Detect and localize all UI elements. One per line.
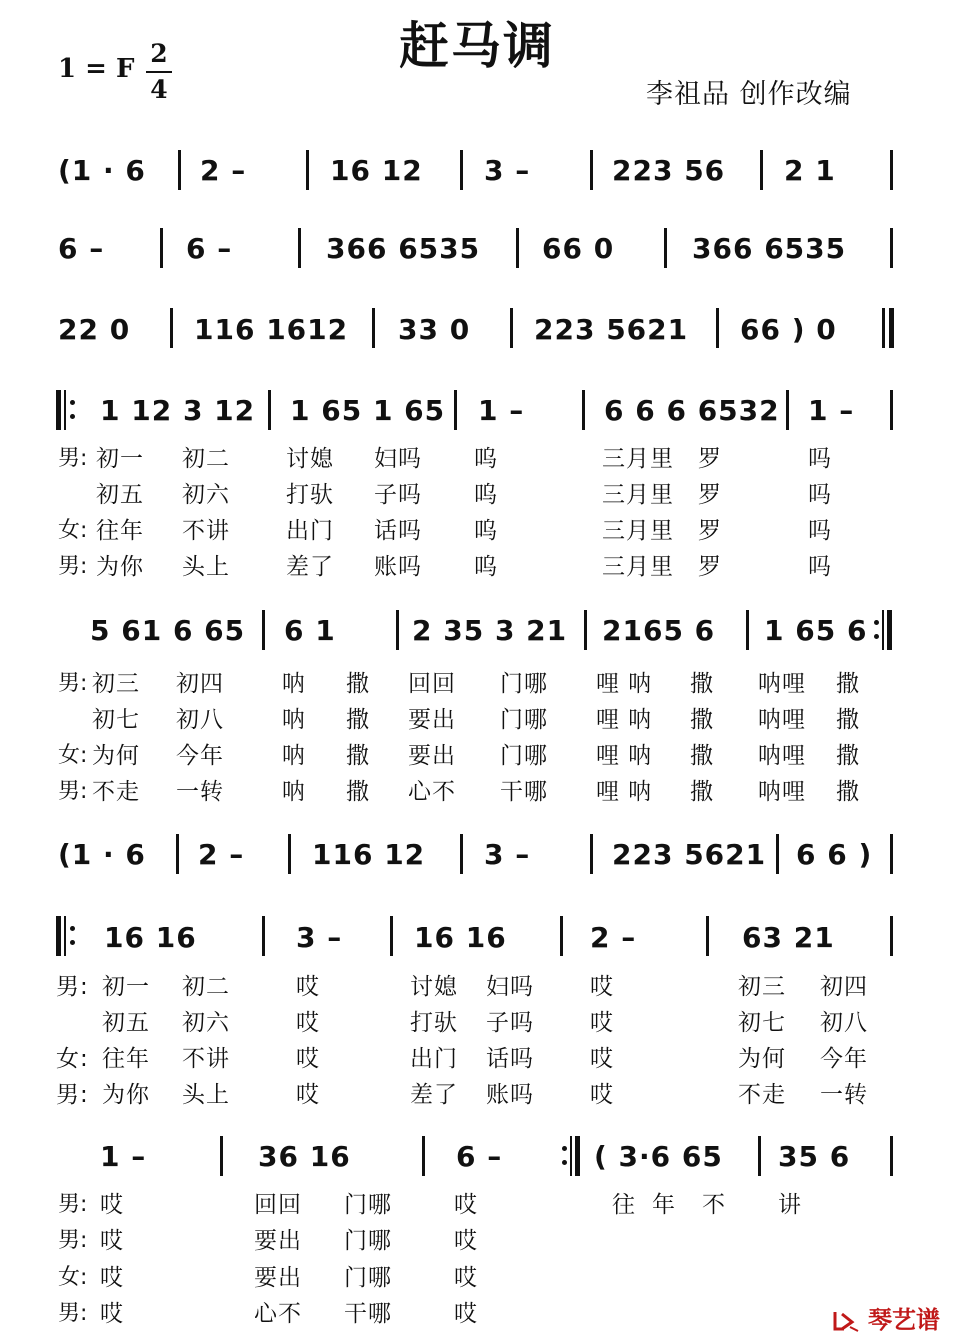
lyric: 妇吗	[374, 446, 422, 472]
lyric: 撒	[836, 671, 860, 697]
barline	[760, 150, 763, 190]
lyric: 撒	[836, 743, 860, 769]
lyric: 呐哩	[758, 743, 806, 769]
lyric: 子吗	[374, 482, 422, 508]
measure: 16 16	[104, 921, 197, 954]
lyric: 初一	[96, 446, 144, 472]
lyric: 子吗	[486, 1010, 534, 1036]
measure: 36 16	[258, 1140, 351, 1173]
lyric: 哩 呐	[596, 671, 653, 697]
lyric: 三月里	[602, 554, 674, 580]
lyric: 吗	[808, 482, 832, 508]
measure: (1 · 6	[58, 838, 146, 871]
singer-label: 男:	[58, 1192, 88, 1217]
repeat-dot	[70, 414, 75, 419]
lyric: 撒	[690, 779, 714, 805]
singer-label: 女:	[58, 1265, 88, 1290]
lyric: 初二	[182, 446, 230, 472]
barline	[664, 228, 667, 268]
lyric: 哎	[100, 1301, 124, 1327]
lyric: 初八	[820, 1010, 868, 1036]
barline	[776, 834, 779, 874]
lyric: 哎	[454, 1301, 478, 1327]
lyric: 要出	[408, 743, 456, 769]
lyric: 账吗	[486, 1082, 534, 1108]
lyric: 呐	[282, 707, 306, 733]
measure: 1 12 3 12	[100, 394, 256, 427]
lyric: 初四	[176, 671, 224, 697]
lyric: 撒	[690, 707, 714, 733]
lyric: 要出	[254, 1265, 302, 1291]
measure: 2 35 3 21	[412, 614, 568, 647]
lyric: 一转	[820, 1082, 868, 1108]
repeat-dot	[70, 400, 75, 405]
singer-label: 男:	[58, 554, 88, 579]
barline	[890, 916, 893, 956]
lyric: 回回	[408, 671, 456, 697]
lyric: 要出	[254, 1228, 302, 1254]
measure: 16 16	[414, 921, 507, 954]
lyric: 干哪	[344, 1301, 392, 1327]
key-signature: 1 = F	[58, 54, 135, 84]
lyric: 不讲	[182, 518, 230, 544]
barline	[372, 308, 375, 348]
measure: 6 –	[58, 232, 105, 265]
barline	[890, 228, 893, 268]
lyric: 呐	[282, 743, 306, 769]
lyric: 哎	[296, 1010, 320, 1036]
repeat-start-thick	[56, 916, 61, 956]
lyric: 呜	[474, 554, 498, 580]
lyric: 门哪	[500, 707, 548, 733]
lyric: 为何	[738, 1046, 786, 1072]
lyric: 门哪	[500, 743, 548, 769]
lyric: 讨媳	[410, 974, 458, 1000]
lyric: 初七	[738, 1010, 786, 1036]
coda-lyric: 往	[612, 1192, 636, 1218]
lyric: 呐哩	[758, 779, 806, 805]
lyric: 撒	[690, 743, 714, 769]
lyric: 呐	[282, 671, 306, 697]
final-barline	[882, 308, 885, 348]
barline	[758, 1136, 761, 1176]
lyric: 呜	[474, 518, 498, 544]
author-credit: 李祖品 创作改编	[646, 79, 852, 110]
measure: 366 6535	[692, 232, 847, 265]
lyric: 门哪	[344, 1192, 392, 1218]
lyric: 打驮	[286, 482, 334, 508]
singer-label: 男:	[58, 446, 88, 471]
measure: 1 65 1 65	[290, 394, 446, 427]
barline	[268, 390, 271, 430]
measure: 1 65 6	[764, 614, 868, 647]
barline	[716, 308, 719, 348]
barline	[262, 610, 265, 650]
barline	[178, 150, 181, 190]
lyric: 撒	[836, 707, 860, 733]
lyric: 出门	[286, 518, 334, 544]
barline	[460, 834, 463, 874]
singer-label: 女:	[56, 1046, 89, 1072]
repeat-dot	[874, 634, 879, 639]
lyric: 初三	[92, 671, 140, 697]
barline	[160, 228, 163, 268]
singer-label: 女:	[58, 518, 88, 543]
barline	[582, 390, 585, 430]
barline	[298, 228, 301, 268]
lyric: 三月里	[602, 482, 674, 508]
lyric: 门哪	[500, 671, 548, 697]
lyric: 撒	[346, 743, 370, 769]
lyric: 为何	[92, 743, 140, 769]
repeat-end-thin	[570, 1136, 572, 1176]
lyric: 门哪	[344, 1265, 392, 1291]
lyric: 要出	[408, 707, 456, 733]
lyric: 不走	[92, 779, 140, 805]
lyric: 一转	[176, 779, 224, 805]
lyric: 三月里	[602, 518, 674, 544]
barline	[590, 150, 593, 190]
repeat-dot	[562, 1160, 567, 1165]
lyric: 心不	[408, 779, 456, 805]
repeat-dot	[70, 926, 75, 931]
lyric: 罗	[698, 482, 722, 508]
lyric: 为你	[102, 1082, 150, 1108]
lyric: 干哪	[500, 779, 548, 805]
lyric: 撒	[836, 779, 860, 805]
measure: 6 –	[456, 1140, 503, 1173]
lyric: 打驮	[410, 1010, 458, 1036]
lyric: 吗	[808, 446, 832, 472]
lyric: 为你	[96, 554, 144, 580]
lyric: 初七	[92, 707, 140, 733]
barline	[454, 390, 457, 430]
logo-icon	[832, 1309, 860, 1333]
lyric: 初六	[182, 482, 230, 508]
lyric: 哎	[100, 1192, 124, 1218]
lyric: 不讲	[182, 1046, 230, 1072]
repeat-dot	[70, 940, 75, 945]
lyric: 初八	[176, 707, 224, 733]
lyric: 哎	[454, 1228, 478, 1254]
lyric: 撒	[346, 671, 370, 697]
measure: 116 1612	[194, 313, 349, 346]
measure: 16 12	[330, 154, 423, 187]
time-signature	[146, 40, 172, 104]
lyric: 哎	[590, 1010, 614, 1036]
measure: 66 0	[542, 232, 615, 265]
lyric: 哎	[100, 1228, 124, 1254]
lyric: 讨媳	[286, 446, 334, 472]
lyric: 头上	[182, 1082, 230, 1108]
lyric: 回回	[254, 1192, 302, 1218]
measure: 1 –	[808, 394, 855, 427]
meter-bottom: 4	[150, 75, 168, 104]
lyric: 哎	[590, 1046, 614, 1072]
lyric: 撒	[690, 671, 714, 697]
barline	[584, 610, 587, 650]
lyric: 差了	[410, 1082, 458, 1108]
measure: (1 · 6	[58, 154, 146, 187]
lyric: 哩 呐	[596, 707, 653, 733]
barline	[422, 1136, 425, 1176]
barline	[890, 390, 893, 430]
lyric: 罗	[698, 518, 722, 544]
lyric: 往年	[96, 518, 144, 544]
watermark-text: 琴艺谱	[868, 1306, 940, 1334]
measure: 2 –	[590, 921, 637, 954]
measure: 223 5621	[612, 838, 767, 871]
coda-lyric: 不	[702, 1192, 726, 1218]
lyric: 哎	[296, 1046, 320, 1072]
lyric: 哎	[590, 1082, 614, 1108]
lyric: 差了	[286, 554, 334, 580]
repeat-start-thick	[56, 390, 61, 430]
barline	[396, 610, 399, 650]
lyric: 初三	[738, 974, 786, 1000]
barline	[262, 916, 265, 956]
lyric: 初五	[102, 1010, 150, 1036]
barline	[220, 1136, 223, 1176]
barline	[590, 834, 593, 874]
measure: 22 0	[58, 313, 131, 346]
meter-line	[146, 71, 172, 73]
singer-label: 女:	[58, 743, 88, 768]
lyric: 心不	[254, 1301, 302, 1327]
measure: 2 –	[198, 838, 245, 871]
measure: 6 –	[186, 232, 233, 265]
repeat-end-thick	[887, 610, 892, 650]
barline	[390, 916, 393, 956]
barline	[516, 228, 519, 268]
measure: 1 –	[100, 1140, 147, 1173]
barline	[890, 1136, 893, 1176]
lyric: 头上	[182, 554, 230, 580]
lyric: 哎	[454, 1192, 478, 1218]
lyric: 哎	[454, 1265, 478, 1291]
measure: 116 12	[312, 838, 426, 871]
lyric: 妇吗	[486, 974, 534, 1000]
lyric: 哩 呐	[596, 779, 653, 805]
lyric: 呜	[474, 482, 498, 508]
barline	[460, 150, 463, 190]
measure: 63 21	[742, 921, 835, 954]
lyric: 哎	[590, 974, 614, 1000]
repeat-end-thin	[882, 610, 884, 650]
lyric: 罗	[698, 446, 722, 472]
lyric: 不走	[738, 1082, 786, 1108]
final-barline-thick	[889, 308, 894, 348]
barline	[746, 610, 749, 650]
barline	[890, 834, 893, 874]
lyric: 撒	[346, 779, 370, 805]
measure: 366 6535	[326, 232, 481, 265]
lyric: 吗	[808, 518, 832, 544]
singer-label: 男:	[58, 1301, 88, 1326]
lyric: 账吗	[374, 554, 422, 580]
measure: 2 1	[784, 154, 836, 187]
lyric: 哎	[100, 1265, 124, 1291]
coda-lyric: 年	[652, 1192, 676, 1218]
barline	[176, 834, 179, 874]
meter-top: 2	[150, 39, 168, 68]
lyric: 吗	[808, 554, 832, 580]
measure: 6 1	[284, 614, 336, 647]
singer-label: 男:	[58, 779, 88, 804]
barline	[786, 390, 789, 430]
lyric: 哎	[296, 974, 320, 1000]
barline	[288, 834, 291, 874]
lyric: 话吗	[374, 518, 422, 544]
lyric: 初二	[182, 974, 230, 1000]
watermark-logo	[832, 1300, 940, 1335]
lyric: 今年	[176, 743, 224, 769]
lyric: 哎	[296, 1082, 320, 1108]
measure: 223 5621	[534, 313, 689, 346]
lyric: 今年	[820, 1046, 868, 1072]
singer-label: 男:	[58, 671, 88, 696]
repeat-start-thin	[64, 390, 66, 430]
measure: 3 –	[484, 838, 531, 871]
measure: ( 3·6 65	[594, 1140, 723, 1173]
lyric: 呜	[474, 446, 498, 472]
measure: 5 61 6 65	[90, 614, 246, 647]
measure: 6 6 6 6532	[604, 394, 780, 427]
lyric: 呐哩	[758, 707, 806, 733]
barline	[306, 150, 309, 190]
lyric: 三月里	[602, 446, 674, 472]
measure: 3 –	[296, 921, 343, 954]
repeat-start-thin	[64, 916, 66, 956]
measure: 223 56	[612, 154, 726, 187]
measure: 2 –	[200, 154, 247, 187]
lyric: 呐	[282, 779, 306, 805]
measure: 66 ) 0	[740, 313, 837, 346]
lyric: 门哪	[344, 1228, 392, 1254]
lyric: 初四	[820, 974, 868, 1000]
measure: 35 6	[778, 1140, 851, 1173]
lyric: 初五	[96, 482, 144, 508]
lyric: 话吗	[486, 1046, 534, 1072]
lyric: 出门	[410, 1046, 458, 1072]
measure: 2165 6	[602, 614, 716, 647]
lyric: 初一	[102, 974, 150, 1000]
barline	[560, 916, 563, 956]
repeat-dot	[562, 1146, 567, 1151]
page-title: 赶马调	[399, 16, 555, 75]
barline	[706, 916, 709, 956]
measure: 33 0	[398, 313, 471, 346]
coda-lyric: 讲	[778, 1192, 802, 1218]
singer-label: 男:	[56, 1082, 89, 1108]
singer-label: 男:	[58, 1228, 88, 1253]
measure: 3 –	[484, 154, 531, 187]
measure: 6 6 )	[796, 838, 873, 871]
barline	[170, 308, 173, 348]
lyric: 罗	[698, 554, 722, 580]
lyric: 往年	[102, 1046, 150, 1072]
lyric: 撒	[346, 707, 370, 733]
singer-label: 男:	[56, 974, 89, 1000]
lyric: 初六	[182, 1010, 230, 1036]
measure: 1 –	[478, 394, 525, 427]
barline	[510, 308, 513, 348]
barline	[890, 150, 893, 190]
repeat-end-thick	[575, 1136, 580, 1176]
repeat-dot	[874, 620, 879, 625]
lyric: 呐哩	[758, 671, 806, 697]
lyric: 哩 呐	[596, 743, 653, 769]
